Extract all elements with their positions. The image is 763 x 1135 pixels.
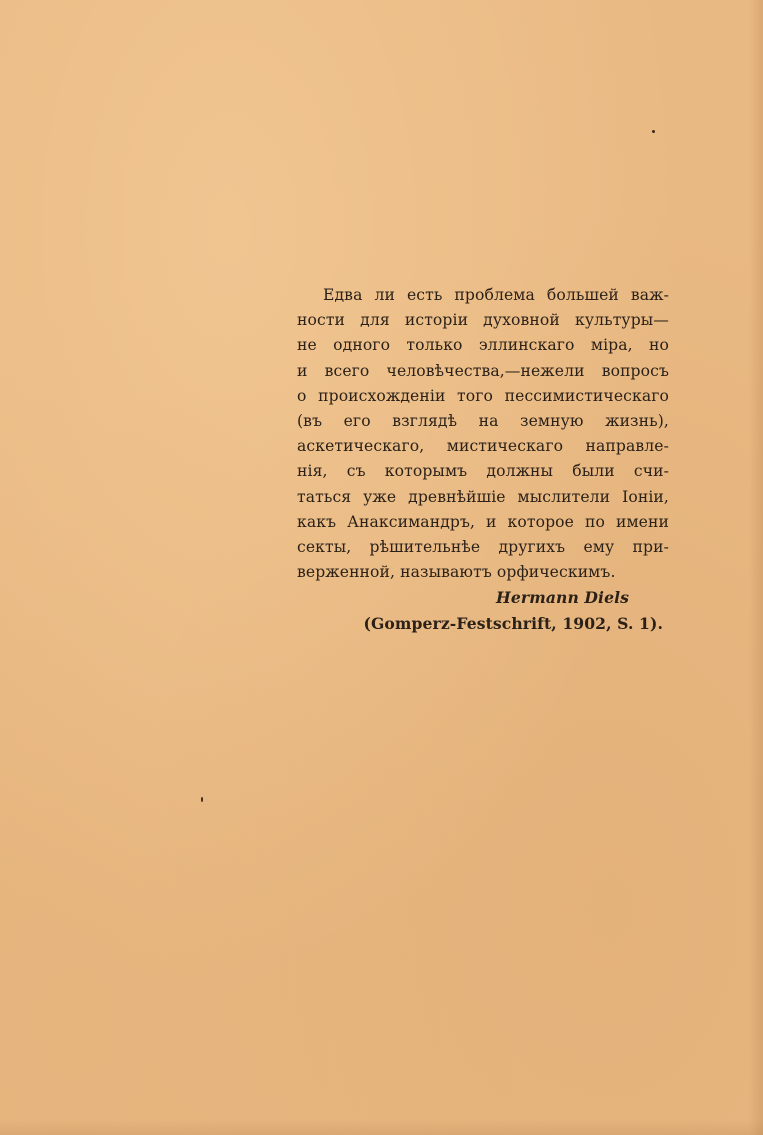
epigraph-author: Hermann Diels	[496, 588, 629, 608]
page-edge-right	[749, 0, 763, 1135]
epigraph-line: аскетическаго, мистическаго направле-	[297, 437, 669, 456]
epigraph-source: (Gomperz-Festschrift, 1902, S. 1).	[363, 613, 663, 633]
paper-speck	[201, 797, 203, 802]
epigraph-line: секты, рѣшительнѣе другихъ ему при-	[297, 538, 669, 557]
epigraph-line: ности для исторіи духовной культуры—	[297, 311, 669, 330]
epigraph-line: Едва ли есть проблема большей важ-	[323, 286, 669, 304]
epigraph	[297, 283, 669, 636]
epigraph-line: о происхожденіи того пессимистическаго	[297, 386, 669, 405]
epigraph-line: таться уже древнѣйшіе мыслители Іоніи,	[297, 487, 669, 506]
paper-speck	[652, 130, 655, 133]
epigraph-line: верженной, называютъ орфическимъ.	[297, 563, 616, 582]
page-edge-bottom	[0, 1119, 763, 1135]
epigraph-line: какъ Анаксимандръ, и которое по имени	[297, 512, 669, 531]
epigraph-line: (въ его взглядѣ на земную жизнь),	[297, 412, 669, 431]
epigraph-line: и всего человѣчества,—нежели вопросъ	[297, 361, 669, 380]
epigraph-line: не одного только эллинскаго міра, но	[297, 336, 669, 355]
epigraph-line: нія, съ которымъ должны были счи-	[297, 462, 669, 481]
